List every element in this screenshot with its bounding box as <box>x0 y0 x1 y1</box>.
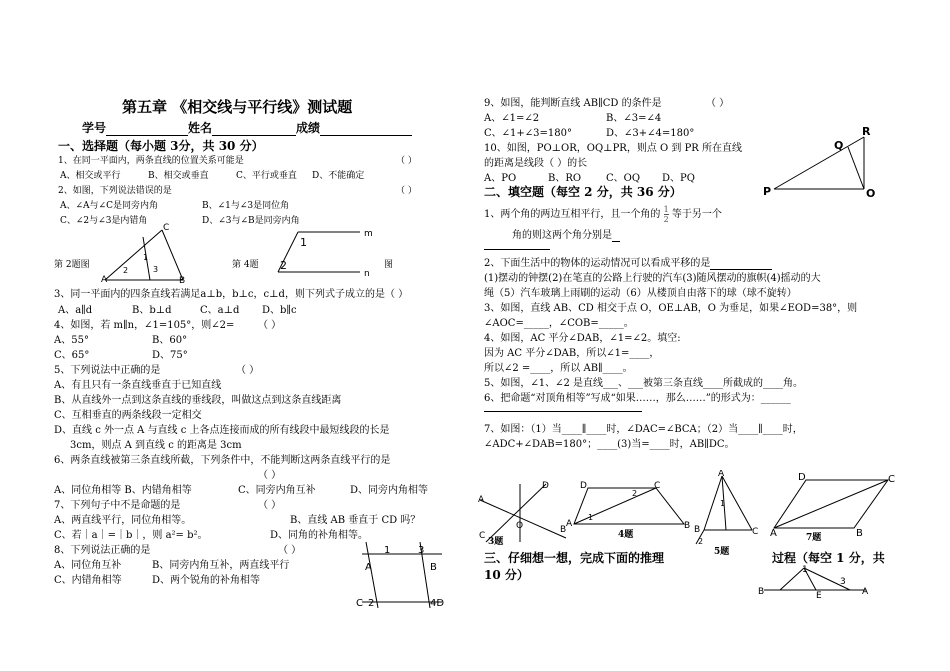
svg-text:B: B <box>684 521 691 531</box>
figure-q4-parallel-lines <box>270 224 378 278</box>
fill-7-text-cont: ∠ADC+∠DAB=180°；____(3)当=____时，AB∥DC。 <box>484 439 735 450</box>
svg-text:C: C <box>888 474 895 485</box>
svg-text:m: m <box>364 229 373 239</box>
name-label: 姓名 <box>188 121 213 135</box>
fill-1-answer-line[interactable] <box>484 241 550 250</box>
figure-q10-triangle <box>760 125 890 203</box>
q9-paren: （ ） <box>706 98 730 109</box>
figure-4-fill-caption: 4题 <box>618 530 634 540</box>
q8-option: A、同位角互补 <box>54 560 122 571</box>
fill-3-text-cont: ∠AOC=_____，∠COB=_____。 <box>484 318 634 329</box>
fill-7-text: 7、如图：（1）当____∥____时，∠DAC=∠BCA；（2）当____∥____时， <box>484 424 803 435</box>
q1-text: 1、在同一平面内，两条直线的位置关系可能是 <box>58 156 244 166</box>
fill-1-text-cont <box>512 226 620 242</box>
svg-text:3: 3 <box>840 577 846 587</box>
q10-text: 10、如图，PO⊥OR，OQ⊥PR，则点 O 到 PR 所在直线 <box>484 143 743 154</box>
q6-paren: （ ） <box>258 470 282 481</box>
q2-option: A、∠A与∠C是同旁内角 <box>60 201 158 211</box>
svg-text:1: 1 <box>588 513 594 522</box>
figure-q2-triangle <box>95 222 191 284</box>
q5-text: 5、下列说法中正确的是 <box>54 365 161 376</box>
fill-6-text: 6、把命题“对顶角相等”写成“如果……，那么……”的形式为：______ <box>484 393 791 404</box>
q8-option: B、同旁内角互补，两直线平行 <box>152 560 290 571</box>
q10-text-cont: 的距离是线段（ ）的长 <box>484 158 588 169</box>
student-no-blank[interactable] <box>106 121 188 136</box>
q1-option: A、相交或平行 <box>60 171 121 181</box>
q3-option: C、a⊥d <box>200 305 240 316</box>
q9-option: A、∠1=∠2 <box>484 113 540 124</box>
q5-option: B、从直线外一点到这条直线的垂线段，叫做这点到这条直线距离 <box>54 395 342 406</box>
q10-option: D、PQ <box>662 173 695 184</box>
q1-option: C、平行或垂直 <box>236 171 297 181</box>
fill-2-text <box>484 254 772 270</box>
q9-option: B、∠3=∠4 <box>606 113 662 124</box>
q9-text: 9、如图，能判断直线 AB∥CD 的条件是 <box>484 98 662 109</box>
svg-text:B: B <box>430 562 437 573</box>
svg-text:n: n <box>364 269 370 278</box>
fig10-label-o: O <box>866 187 876 200</box>
fig10-label-r: R <box>862 125 871 138</box>
svg-text:A: A <box>566 519 573 529</box>
q3-option: A、a∥d <box>58 305 93 316</box>
svg-text:E: E <box>816 591 822 601</box>
q1-option: D、不能确定 <box>312 171 365 181</box>
svg-text:B: B <box>560 525 567 535</box>
q4-paren: （ ） <box>258 320 282 331</box>
svg-text:C: C <box>163 223 170 233</box>
section-3-title-tail-2: 10 分） <box>484 568 529 582</box>
q6-text: 6、两条直线被第三条直线所截，下列条件中，不能判断这两条直线平行的是 <box>54 455 391 466</box>
fill-1-text <box>484 205 722 224</box>
fig10-label-q: Q <box>834 139 844 152</box>
q2-option: C、∠2与∠3是内错角 <box>60 216 148 226</box>
figure-7-caption: 7题 <box>806 533 822 543</box>
fill-6-answer-line[interactable] <box>484 405 642 412</box>
q7-option: D、同角的补角相等。 <box>270 530 369 541</box>
svg-text:A: A <box>862 587 869 597</box>
q8-text: 8、下列说法正确的是 <box>54 545 151 556</box>
q8-option: D、两个锐角的补角相等 <box>152 575 261 586</box>
q6-option: A、同位角相等 B、内错角相等 <box>54 485 192 496</box>
q5-option: D、直线 c 外一点 A 与直线 c 上各点连接而成的所有线段中最短线段的长是 <box>54 425 390 436</box>
q7-option: C、若｜a｜=｜b｜，则 a²= b²。 <box>54 530 208 541</box>
svg-text:2: 2 <box>280 259 287 272</box>
q10-option: A、PO <box>484 173 517 184</box>
svg-text:1: 1 <box>384 545 391 556</box>
q1-paren: （ ） <box>396 156 417 166</box>
q8-paren: （ ） <box>278 545 302 556</box>
svg-text:3: 3 <box>153 265 159 274</box>
q6-option: D、同旁内角相等 <box>350 485 429 496</box>
svg-text:A: A <box>478 495 485 505</box>
q7-option: A、两直线平行，同位角相等。 <box>54 515 192 526</box>
svg-text:D: D <box>798 472 806 483</box>
section-1-title: 一、选择题（每小题 3分，共 30 分） <box>58 139 264 153</box>
fill-1-blank[interactable] <box>612 230 620 242</box>
q3-option: D、b∥c <box>262 305 297 316</box>
svg-text:C: C <box>654 481 661 491</box>
section-3-title: 三、仔细想一想，完成下面的推理 <box>484 551 665 565</box>
fraction-one-half <box>664 205 669 224</box>
fill-2-question: 2、下面生活中的物体的运动情况可以看成平移的是 <box>484 258 711 269</box>
q9-option: C、∠1+∠3=180° <box>484 128 572 139</box>
figure-fill-5-triangle <box>692 470 772 550</box>
fill-4-step-1: 因为 AC 平分∠DAB，所以∠1=____， <box>484 348 660 359</box>
figure-q9-lines <box>350 540 450 612</box>
q4-option: C、65° <box>54 350 90 361</box>
svg-text:A: A <box>101 275 108 284</box>
svg-text:C: C <box>752 527 759 537</box>
figure-3-caption: 3题 <box>488 537 504 547</box>
svg-text:D: D <box>542 481 549 491</box>
q8-option: C、内错角相等 <box>54 575 122 586</box>
fill-1-part-a: 1、两个角的两边互相平行，且一个角的 <box>484 209 661 220</box>
svg-text:C: C <box>479 531 486 541</box>
svg-text:1: 1 <box>802 565 808 575</box>
svg-text:3: 3 <box>418 545 425 556</box>
q10-option: C、OQ <box>606 173 641 184</box>
student-info-row <box>82 119 412 136</box>
page-title: 第五章 《相交线与平行线》测试题 <box>122 98 353 116</box>
q3-option: B、b⊥d <box>132 305 172 316</box>
svg-text:A: A <box>365 562 372 573</box>
svg-text:1: 1 <box>143 253 149 262</box>
q5-paren: （ ） <box>236 365 260 376</box>
q2-option: B、∠1与∠3是同位角 <box>202 201 290 211</box>
q4-option: A、55° <box>54 335 89 346</box>
q10-option: B、RO <box>548 173 582 184</box>
score-blank[interactable] <box>320 121 412 136</box>
figure-5-caption: 5题 <box>714 547 730 557</box>
fraction-denominator: 2 <box>663 215 669 224</box>
svg-text:B: B <box>694 525 701 535</box>
figure-4-caption-tail: 图 <box>384 260 394 270</box>
q7-paren: （ ） <box>258 500 282 511</box>
score-label: 成绩 <box>296 121 321 135</box>
svg-text:C: C <box>356 598 363 609</box>
q7-option: B、直线 AB 垂直于 CD 吗？ <box>290 515 421 526</box>
q4-option: B、60° <box>152 335 188 346</box>
fill-1-part-c: 角的则这两个角分别是 <box>512 230 612 241</box>
q2-paren: （ ） <box>396 186 417 196</box>
fill-4-text: 4、如图，AC 平分∠DAB，∠1=∠2。填空: <box>484 333 681 344</box>
svg-text:O: O <box>516 521 524 531</box>
svg-text:1: 1 <box>720 499 726 508</box>
fraction-numerator: 1 <box>663 205 669 214</box>
fill-2-items: (1)摆动的钟摆(2)在笔直的公路上行驶的汽车(3)随风摆动的旗帜(4)摇动的大 <box>484 273 821 284</box>
svg-text:A: A <box>770 528 777 536</box>
q6-option: C、同旁内角互补 <box>238 485 316 496</box>
svg-text:B: B <box>856 528 863 536</box>
q7-text: 7、下列句子中不是命题的是 <box>54 500 181 511</box>
figure-section-3-triangle <box>758 562 876 604</box>
q5-option: C、互相垂直的两条线段一定相交 <box>54 410 202 421</box>
fill-4-step-2: 所以∠2 =____，所以 AB∥____。 <box>484 363 633 374</box>
svg-text:2: 2 <box>632 489 638 498</box>
q3-text: 3、同一平面内的四条直线若满足a⊥b，b⊥c，c⊥d，则下列式子成立的是（ ） <box>54 289 409 300</box>
svg-text:A: A <box>718 470 725 479</box>
fill-5-text: 5、如图，∠1、∠2 是直线___、___被第三条直线____所截成的____角。 <box>484 378 804 389</box>
q2-text: 2、如图，下列说法错误的是 <box>58 186 172 196</box>
fig10-label-p: P <box>763 185 772 198</box>
svg-text:D: D <box>580 481 587 491</box>
fill-1-part-b: 等于另一个 <box>671 209 722 220</box>
figure-2-caption: 第 2题图 <box>54 260 90 270</box>
svg-text:4D: 4D <box>430 598 445 609</box>
section-3-title-tail: 过程（每空 1 分，共 <box>772 551 885 565</box>
fill-2-items-cont: 绳（5）汽车玻璃上雨刷的运动（6）从楼顶自由落下的球（球不旋转） <box>484 288 797 299</box>
section-2-title: 二、填空题（每空 2 分，共 36 分） <box>484 185 682 199</box>
q1-option: B、相交或垂直 <box>148 171 209 181</box>
fill-3-text: 3、如图，直线 AB、CD 相交于点 O，OE⊥AB，O 为垂足，如果∠EOD=38°，则 <box>484 303 858 314</box>
q5-option: A、有且只有一条直线垂直于已知直线 <box>54 380 222 391</box>
svg-text:B: B <box>179 276 186 284</box>
q9-option: D、∠3+∠4=180° <box>606 128 695 139</box>
q2-option: D、∠3与∠B是同旁内角 <box>202 216 300 226</box>
q5-option-cont: 3cm，则点 A 到直线 c 的距离是 3cm <box>70 440 242 451</box>
figure-fill-7-parallelogram <box>770 470 898 536</box>
svg-text:B: B <box>758 587 765 597</box>
name-blank[interactable] <box>212 121 296 136</box>
svg-text:2: 2 <box>123 266 129 275</box>
svg-text:2: 2 <box>698 537 704 546</box>
svg-text:2: 2 <box>368 598 375 609</box>
q4-text: 4、如图，若 m∥n，∠1=105°，则∠2= <box>54 320 235 331</box>
student-no-label: 学号 <box>82 121 107 135</box>
figure-4-caption: 第 4题 <box>232 260 259 270</box>
svg-text:1: 1 <box>300 236 307 249</box>
q4-option: D、75° <box>152 350 188 361</box>
